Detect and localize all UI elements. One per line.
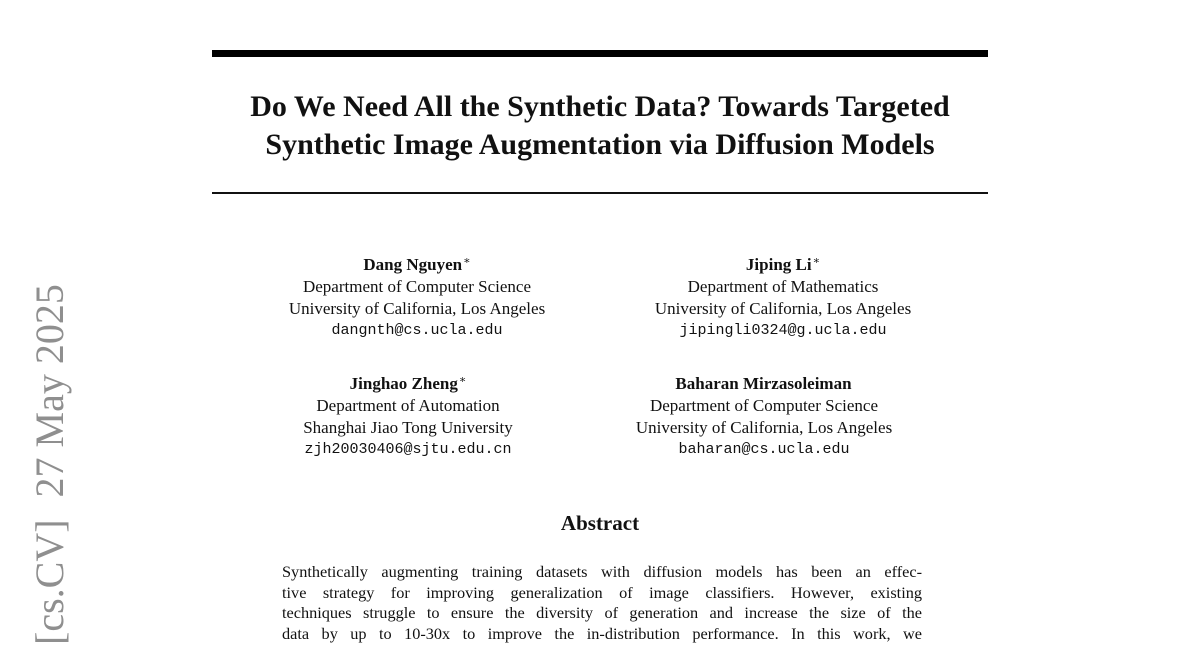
author-name-line	[228, 369, 588, 395]
title-line-1: Do We Need All the Synthetic Data? Towards Targeted	[250, 90, 950, 123]
equal-contribution-mark: ∗	[463, 255, 471, 267]
title-top-rule	[212, 50, 988, 57]
equal-contribution-mark: ∗	[458, 374, 467, 386]
abstract-line: Synthetically augmenting training datasets with diffusion models has been an effec-	[282, 562, 922, 581]
author-block	[603, 250, 963, 342]
author-department: Department of Computer Science	[649, 396, 878, 415]
abstract-line: techniques struggle to ensure the diversity of generation and increase the size of the	[282, 603, 922, 622]
author-department: Department of Mathematics	[687, 277, 879, 296]
author-institution: University of California, Los Angeles	[288, 299, 546, 318]
author-email: baharan@cs.ucla.edu	[678, 441, 850, 458]
author-block	[237, 250, 597, 342]
abstract-line: data by up to 10-30x to improve the in-distribution performance. In this work, we	[282, 623, 922, 643]
author-email: dangnth@cs.ucla.edu	[331, 322, 503, 339]
abstract-line: tive strategy for improving generalization of image classifiers. However, existing	[282, 582, 922, 602]
equal-contribution-mark: ∗	[812, 255, 821, 267]
arxiv-category: [cs.CV]	[27, 519, 72, 645]
author-block	[584, 369, 944, 461]
author-name: Dang Nguyen	[363, 255, 463, 274]
author-email: jipingli0324@g.ucla.edu	[679, 322, 887, 339]
title-bottom-rule	[212, 192, 988, 194]
author-institution: Shanghai Jiao Tong University	[303, 418, 513, 437]
author-name-line	[237, 250, 597, 276]
abstract-body	[282, 562, 922, 644]
author-institution: University of California, Los Angeles	[635, 418, 893, 437]
author-email: zjh20030406@sjtu.edu.cn	[304, 441, 512, 458]
author-block	[228, 369, 588, 461]
author-name: Jinghao Zheng	[349, 374, 458, 393]
arxiv-date: 27 May 2025	[27, 284, 72, 498]
author-name-line	[584, 369, 944, 395]
author-name-line	[603, 250, 963, 276]
author-department: Department of Computer Science	[302, 277, 531, 296]
abstract-heading: Abstract	[560, 511, 640, 535]
author-department: Department of Automation	[316, 396, 500, 415]
author-name: Jiping Li	[745, 255, 812, 274]
paper-title	[212, 88, 988, 164]
title-line-2: Synthetic Image Augmentation via Diffusion Models	[265, 128, 935, 161]
author-name: Baharan Mirzasoleiman	[675, 374, 852, 393]
arxiv-identifier-stamp	[27, 284, 72, 645]
author-institution: University of California, Los Angeles	[654, 299, 912, 318]
